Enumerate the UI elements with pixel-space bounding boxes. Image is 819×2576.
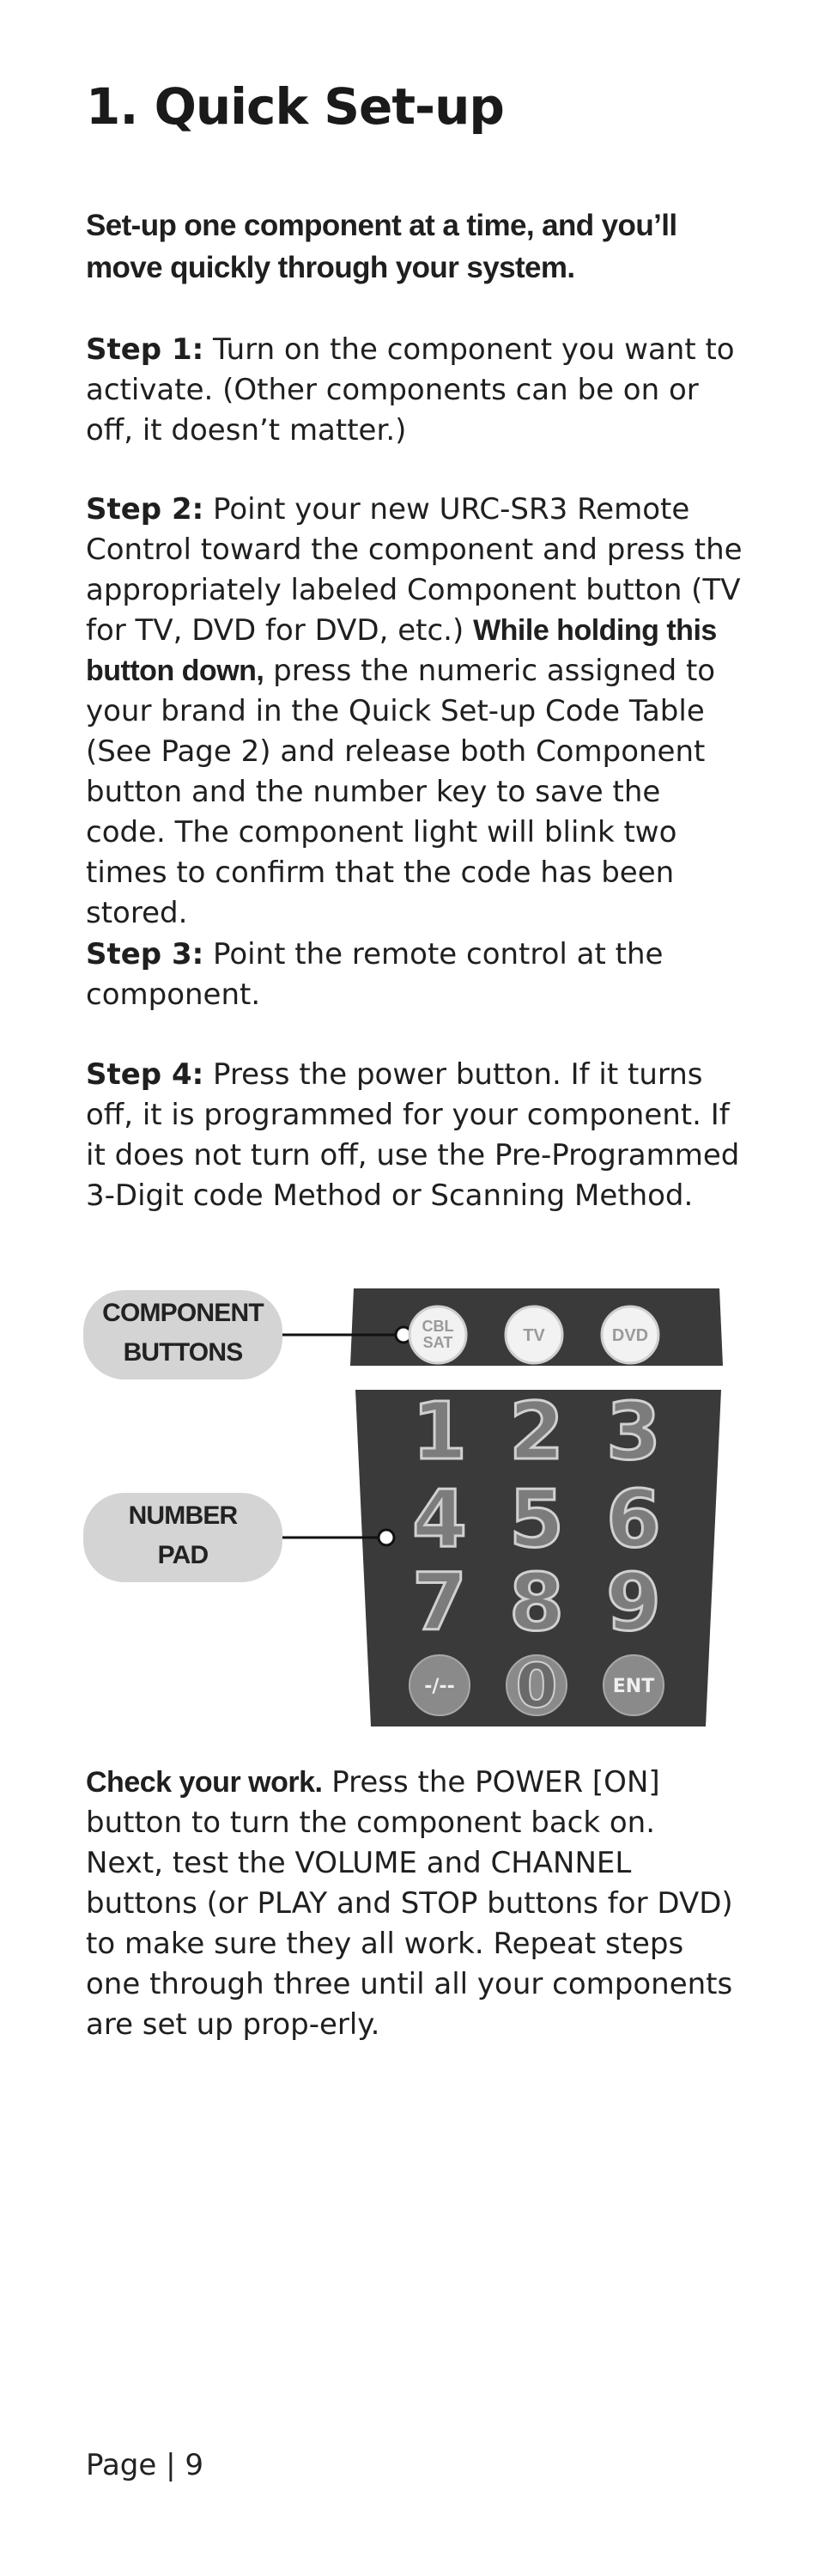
key-7-label: 7 (411, 1556, 468, 1648)
check-label: Check your work. (86, 1766, 323, 1799)
number-leader-dot (379, 1530, 394, 1545)
dvd-button-label: DVD (611, 1326, 649, 1345)
callout-component-line2: BUTTONS (123, 1338, 243, 1367)
key-dash[interactable] (410, 1655, 470, 1715)
sat-label: SAT (422, 1334, 453, 1351)
key-8-label: 8 (508, 1556, 565, 1648)
key-6-label: 6 (605, 1473, 662, 1565)
step-3-label: Step 3: (86, 937, 204, 971)
page-footer: Page | 9 (86, 2448, 204, 2482)
callout-component-buttons (83, 1290, 282, 1379)
key-2[interactable] (509, 1385, 564, 1477)
key-9[interactable] (606, 1556, 661, 1648)
step-1 (86, 330, 747, 451)
key-7[interactable] (412, 1556, 467, 1648)
step-4 (86, 1055, 747, 1216)
key-8[interactable] (509, 1556, 564, 1648)
step-4-label: Step 4: (86, 1057, 204, 1092)
remote-diagram (0, 1263, 819, 1726)
key-ent-label: ENT (612, 1676, 655, 1697)
step-1-text: Turn on the component you want to activate. (Other components can be on or off, it doesn’t matter.) (86, 332, 735, 448)
number-keys (410, 1385, 664, 1721)
key-5-label: 5 (508, 1473, 565, 1565)
step-2-label: Step 2: (86, 492, 204, 527)
callout-number-pad (83, 1493, 282, 1582)
key-0-label: 0 (515, 1651, 558, 1721)
key-dash-label: -/-- (424, 1676, 455, 1697)
step-2 (86, 490, 747, 934)
callout-number-line1: NUMBER (128, 1501, 238, 1530)
dvd-button[interactable] (602, 1306, 658, 1363)
callout-component-line1: COMPONENT (102, 1299, 264, 1327)
cbl-sat-button[interactable] (410, 1306, 466, 1363)
step-2-text-b: press the numeric assigned to your brand in the Quick Set-up Code Table (See Page 2) and release both Component button and the number key to save the code. The component light will blink two times to confirm that the code has been stored. (86, 654, 716, 930)
step-2-emphasis: While holding this button down, (86, 614, 717, 687)
check-text-a: Press the POWER [ON] button to turn the component back on. (86, 1765, 660, 1840)
step-2-text-a: Point your new URC-SR3 Remote Control toward the component and press the appropriately labeled Component button (TV for TV, DVD for DVD, etc.) (86, 492, 743, 648)
key-1[interactable] (412, 1385, 467, 1477)
key-4-label: 4 (411, 1473, 468, 1565)
check-your-work (86, 1763, 747, 2045)
step-4-text: Press the power button. If it turns off, it is programmed for your component. If it does not turn off, use the Pre-Programmed 3-Digit code Method or Scanning Method. (86, 1057, 740, 1213)
key-3-label: 3 (605, 1385, 662, 1477)
key-ent[interactable] (604, 1655, 664, 1715)
tv-button-label: TV (523, 1326, 545, 1345)
step-3-text: Point the remote control at the component. (86, 937, 664, 1012)
key-6[interactable] (606, 1473, 661, 1565)
page-title: 1. Quick Set-up (86, 77, 504, 136)
step-3 (86, 935, 747, 1015)
check-text-b: Next, test the VOLUME and CHANNEL buttons (or PLAY and STOP buttons for DVD) to make sure they all work. Repeat steps one through three until all your components are set up prop-erly. (86, 1846, 733, 2042)
key-3[interactable] (606, 1385, 661, 1477)
key-5[interactable] (509, 1473, 564, 1565)
key-2-label: 2 (508, 1385, 565, 1477)
key-4[interactable] (412, 1473, 467, 1565)
callout-number-line2: PAD (157, 1541, 209, 1569)
step-1-label: Step 1: (86, 332, 204, 367)
tv-button[interactable] (506, 1306, 562, 1363)
intro-text: Set-up one component at a time, and you’ll move quickly through your system. (86, 209, 677, 284)
component-buttons (410, 1306, 658, 1363)
cbl-label: CBL (422, 1318, 454, 1335)
key-1-label: 1 (411, 1385, 468, 1477)
key-9-label: 9 (605, 1556, 662, 1648)
